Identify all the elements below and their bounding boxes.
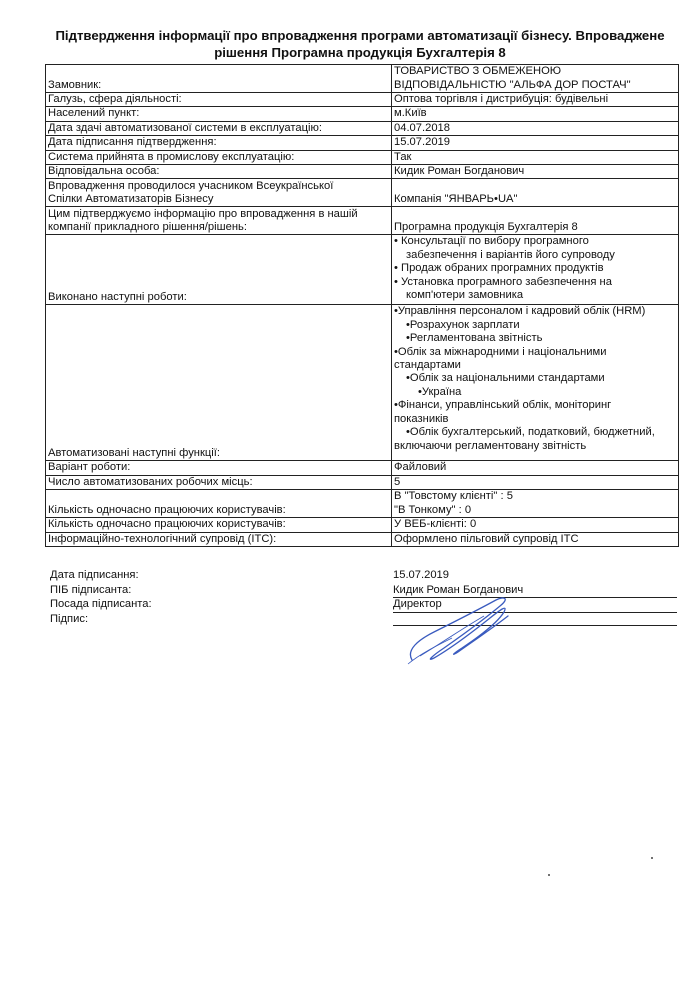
row-accepted — [46, 150, 679, 164]
function-item: •Фінанси, управлінський облік, моніторинг — [394, 399, 612, 412]
signature-block — [50, 568, 680, 626]
signature-label: Підпис: — [50, 612, 89, 625]
row-responsible — [46, 165, 679, 179]
works-value — [392, 235, 679, 305]
function-item: •Облік бухгалтерський, податковий, бюджетний, — [406, 426, 655, 439]
signatory-position-row — [50, 597, 680, 612]
workplaces-label: Число автоматизованих робочих місць: — [46, 475, 392, 489]
concurrent-users-value — [392, 490, 679, 518]
function-item: стандартами — [394, 359, 461, 372]
industry-label: Галузь, сфера діяльності: — [46, 93, 392, 107]
signatory-name-row — [50, 583, 680, 598]
solution-label-line2: компанії прикладного рішення/рішень: — [48, 221, 247, 234]
row-workplaces — [46, 475, 679, 489]
works-item: • Продаж обраних програмних продуктів — [394, 262, 604, 275]
row-concurrent-users — [46, 490, 679, 518]
function-item: включаючи регламентовану звітність — [394, 439, 587, 452]
locality-label: Населений пункт: — [46, 107, 392, 121]
signature-date-label: Дата підписання: — [50, 569, 139, 581]
function-item: •Облік за національними стандартами — [406, 372, 605, 385]
solution-label-line1: Цим підтверджуємо інформацію про впровадження в нашій — [48, 207, 358, 220]
signatory-position-value: Директор — [393, 597, 677, 613]
row-itc — [46, 532, 679, 546]
implementer-label-line2: Спілки Автоматизаторів Бізнесу — [48, 193, 214, 206]
signature-date-row — [50, 568, 680, 583]
document-title — [40, 28, 680, 61]
concurrent-users-label: Кількість одночасно працюючих користувачів: — [46, 490, 392, 518]
row-functions — [46, 305, 679, 461]
responsible-value: Кидик Роман Богданович — [392, 165, 679, 179]
works-item: комп'ютери замовника — [406, 289, 524, 302]
function-item: •Облік за міжнародними і національними — [394, 345, 607, 358]
concurrent-users-web-value: У ВЕБ-клієнті: 0 — [392, 518, 679, 532]
customer-value-line1: ТОВАРИСТВО З ОБМЕЖЕНОЮ — [394, 65, 562, 78]
responsible-label: Відповідальна особа: — [46, 165, 392, 179]
signatory-position-label: Посада підписанта: — [50, 598, 152, 610]
row-solution — [46, 207, 679, 235]
solution-value: Програмна продукція Бухгалтерія 8 — [392, 207, 679, 235]
confirm-date-value: 15.07.2019 — [392, 136, 679, 150]
function-item: •Розрахунок зарплати — [406, 318, 520, 331]
customer-value-line2: ВІДПОВІДАЛЬНІСТЮ "АЛЬФА ДОР ПОСТАЧ" — [394, 78, 631, 91]
signatory-name-label: ПІБ підписанта: — [50, 583, 132, 596]
functions-value — [392, 305, 679, 461]
implementer-label-line1: Впровадження проводилося учасником Всеукраїнської — [48, 179, 334, 192]
workplaces-value: 5 — [392, 475, 679, 489]
variant-label: Варіант роботи: — [46, 461, 392, 475]
variant-value: Файловий — [392, 461, 679, 475]
function-item: показників — [394, 412, 449, 425]
function-item: •Регламентована звітність — [406, 332, 543, 345]
implementer-value: Компанія "ЯНВАРЬ•UA" — [392, 179, 679, 207]
scan-speck — [548, 874, 550, 876]
industry-value: Оптова торгівля і дистрибуція: будівельні — [392, 93, 679, 107]
signature-row — [50, 612, 680, 627]
row-locality — [46, 107, 679, 121]
locality-value: м.Київ — [392, 107, 679, 121]
handwritten-signature — [400, 590, 520, 670]
title-line-2: рішення Програмна продукція Бухгалтерія 8 — [214, 44, 506, 60]
concurrent-users-thick: В "Товстому клієнті" : 5 — [394, 490, 513, 503]
works-item: забезпечення і варіантів його супроводу — [406, 248, 615, 261]
handover-date-value: 04.07.2018 — [392, 121, 679, 135]
implementation-info-table — [45, 64, 679, 547]
concurrent-users-web-label: Кількість одночасно працюючих користувачів: — [46, 518, 392, 532]
function-item: •Україна — [418, 385, 462, 398]
row-handover-date — [46, 121, 679, 135]
customer-value — [392, 65, 679, 93]
handover-date-label: Дата здачі автоматизованої системи в експлуатацію: — [46, 121, 392, 135]
implementer-label — [46, 179, 392, 207]
concurrent-users-thin: "В Тонкому" : 0 — [394, 503, 472, 516]
title-line-1: Підтвердження інформації про впровадження програми автоматизації бізнесу. Впроваджене — [55, 28, 665, 43]
works-item: • Установка програмного забезпечення на — [394, 275, 612, 288]
row-customer — [46, 65, 679, 93]
row-implementer — [46, 179, 679, 207]
row-industry — [46, 93, 679, 107]
functions-label: Автоматизовані наступні функції: — [46, 305, 392, 461]
row-variant — [46, 461, 679, 475]
row-concurrent-users-web — [46, 518, 679, 532]
accepted-label: Система прийнята в промислову експлуатацію: — [46, 150, 392, 164]
solution-label — [46, 207, 392, 235]
signatory-name-value: Кидик Роман Богданович — [393, 583, 677, 599]
itc-label: Інформаційно-технологічний супровід (ІТС): — [46, 532, 392, 546]
customer-label: Замовник: — [46, 65, 392, 93]
works-item: • Консультації по вибору програмного — [394, 235, 589, 248]
function-item: •Управління персоналом і кадровий облік (HRM) — [394, 305, 646, 318]
signature-date-value: 15.07.2019 — [393, 569, 449, 581]
works-label: Виконано наступні роботи: — [46, 235, 392, 305]
accepted-value: Так — [392, 150, 679, 164]
row-works — [46, 235, 679, 305]
confirm-date-label: Дата підписання підтвердження: — [46, 136, 392, 150]
scan-speck — [651, 857, 653, 859]
row-confirm-date — [46, 136, 679, 150]
itc-value: Оформлено пільговий супровід ІТС — [392, 532, 679, 546]
